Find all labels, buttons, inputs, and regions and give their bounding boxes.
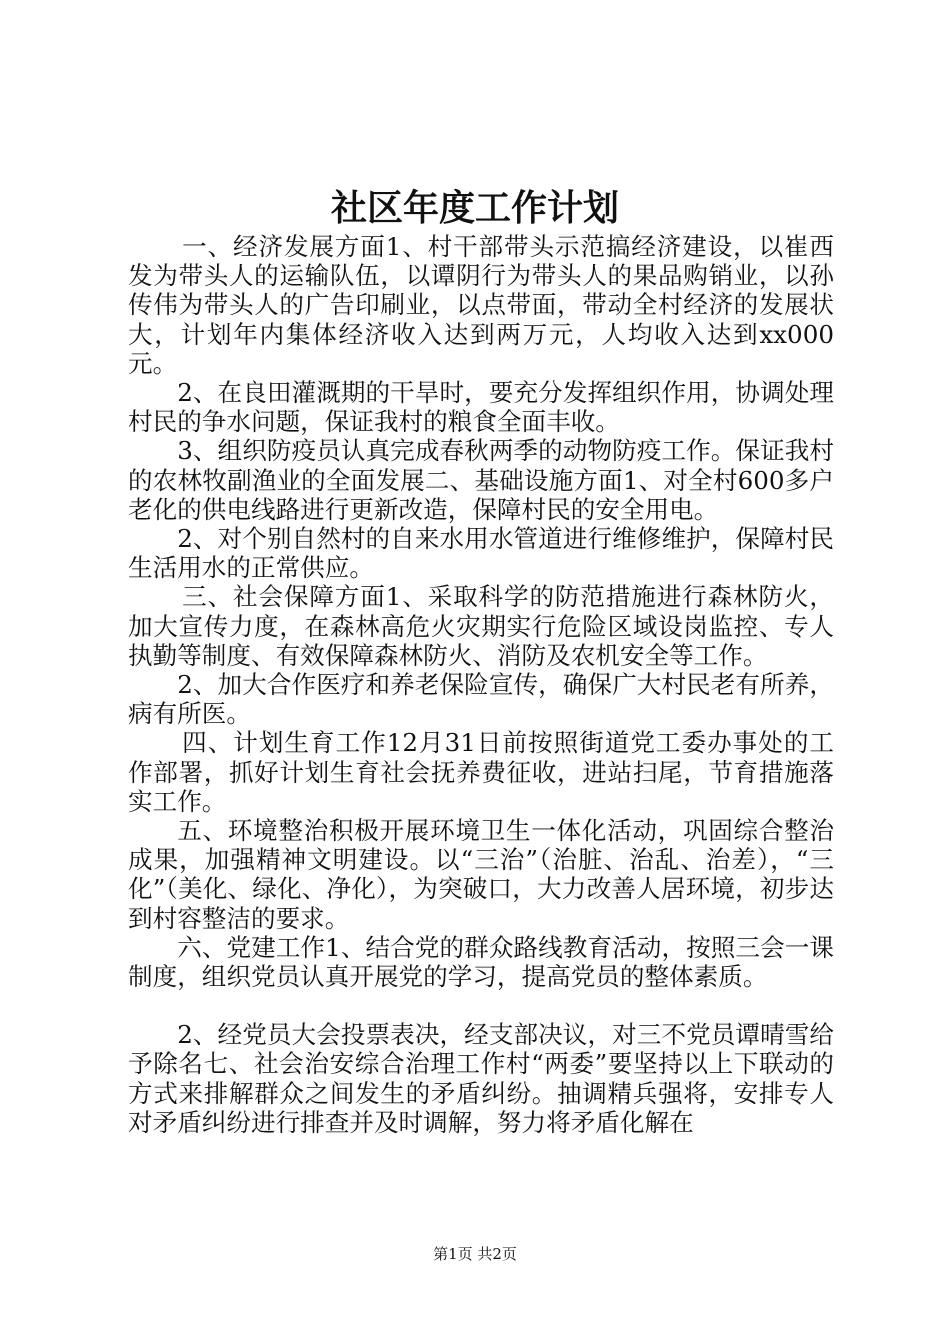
paragraph-medical-insurance: 2、加大合作医疗和养老保险宣传，确保广大村民老有所养，病有所医。	[128, 670, 834, 729]
document-body	[128, 232, 834, 1137]
paragraph-economy: 一、经济发展方面1、村干部带头示范搞经济建设，以崔西发为带头人的运输队伍，以谭阴行为带头人的果品购销业，以孙传伟为带头人的广告印刷业，以点带面，带动全村经济的发展状大，计划年内集体经济收入达到两万元，人均收入达到xx000元。	[128, 232, 834, 378]
paragraph-social-security: 三、社会保障方面1、采取科学的防范措施进行森林防火，加大宣传力度，在森林高危火灾期实行危险区域设岗监控、专人执勤等制度、有效保障森林防火、消防及农机安全等工作。	[128, 582, 834, 670]
document-title: 社区年度工作计划	[330, 187, 619, 229]
page-number: 第1页 共2页	[433, 1245, 517, 1263]
paragraph-epidemic-prevention: 3、组织防疫员认真完成春秋两季的动物防疫工作。保证我村的农林牧副渔业的全面发展二、基础设施方面1、对全村600多户老化的供电线路进行更新改造，保障村民的安全用电。	[128, 436, 834, 524]
paragraph-environment: 五、环境整治积极开展环境卫生一体化活动，巩固综合整治成果，加强精神文明建设。以“三治”（治脏、治乱、治差），“三化”（美化、绿化、净化），为突破口，大力改善人居环境，初步达到村容整洁的要求。	[128, 816, 834, 933]
paragraph-family-planning: 四、计划生育工作12月31日前按照街道党工委办事处的工作部署，抓好计划生育社会抚养费征收，进站扫尾，节育措施落实工作。	[128, 728, 834, 816]
paragraph-irrigation: 2、在良田灌溉期的干旱时，要充分发挥组织作用，协调处理村民的争水问题，保证我村的粮食全面丰收。	[128, 378, 834, 437]
paragraph-public-security: 2、经党员大会投票表决，经支部决议，对三不党员谭晴雪给予除名七、社会治安综合治理工作村“两委”要坚持以上下联动的方式来排解群众之间发生的矛盾纠纷。抽调精兵强将，安排专人对矛盾纠纷进行排查并及时调解，努力将矛盾化解在	[128, 1020, 834, 1137]
paragraph-water-supply: 2、对个别自然村的自来水用水管道进行维修维护，保障村民生活用水的正常供应。	[128, 524, 834, 583]
paragraph-party-building: 六、党建工作1、结合党的群众路线教育活动，按照三会一课制度，组织党员认真开展党的学习，提高党员的整体素质。	[128, 932, 834, 992]
